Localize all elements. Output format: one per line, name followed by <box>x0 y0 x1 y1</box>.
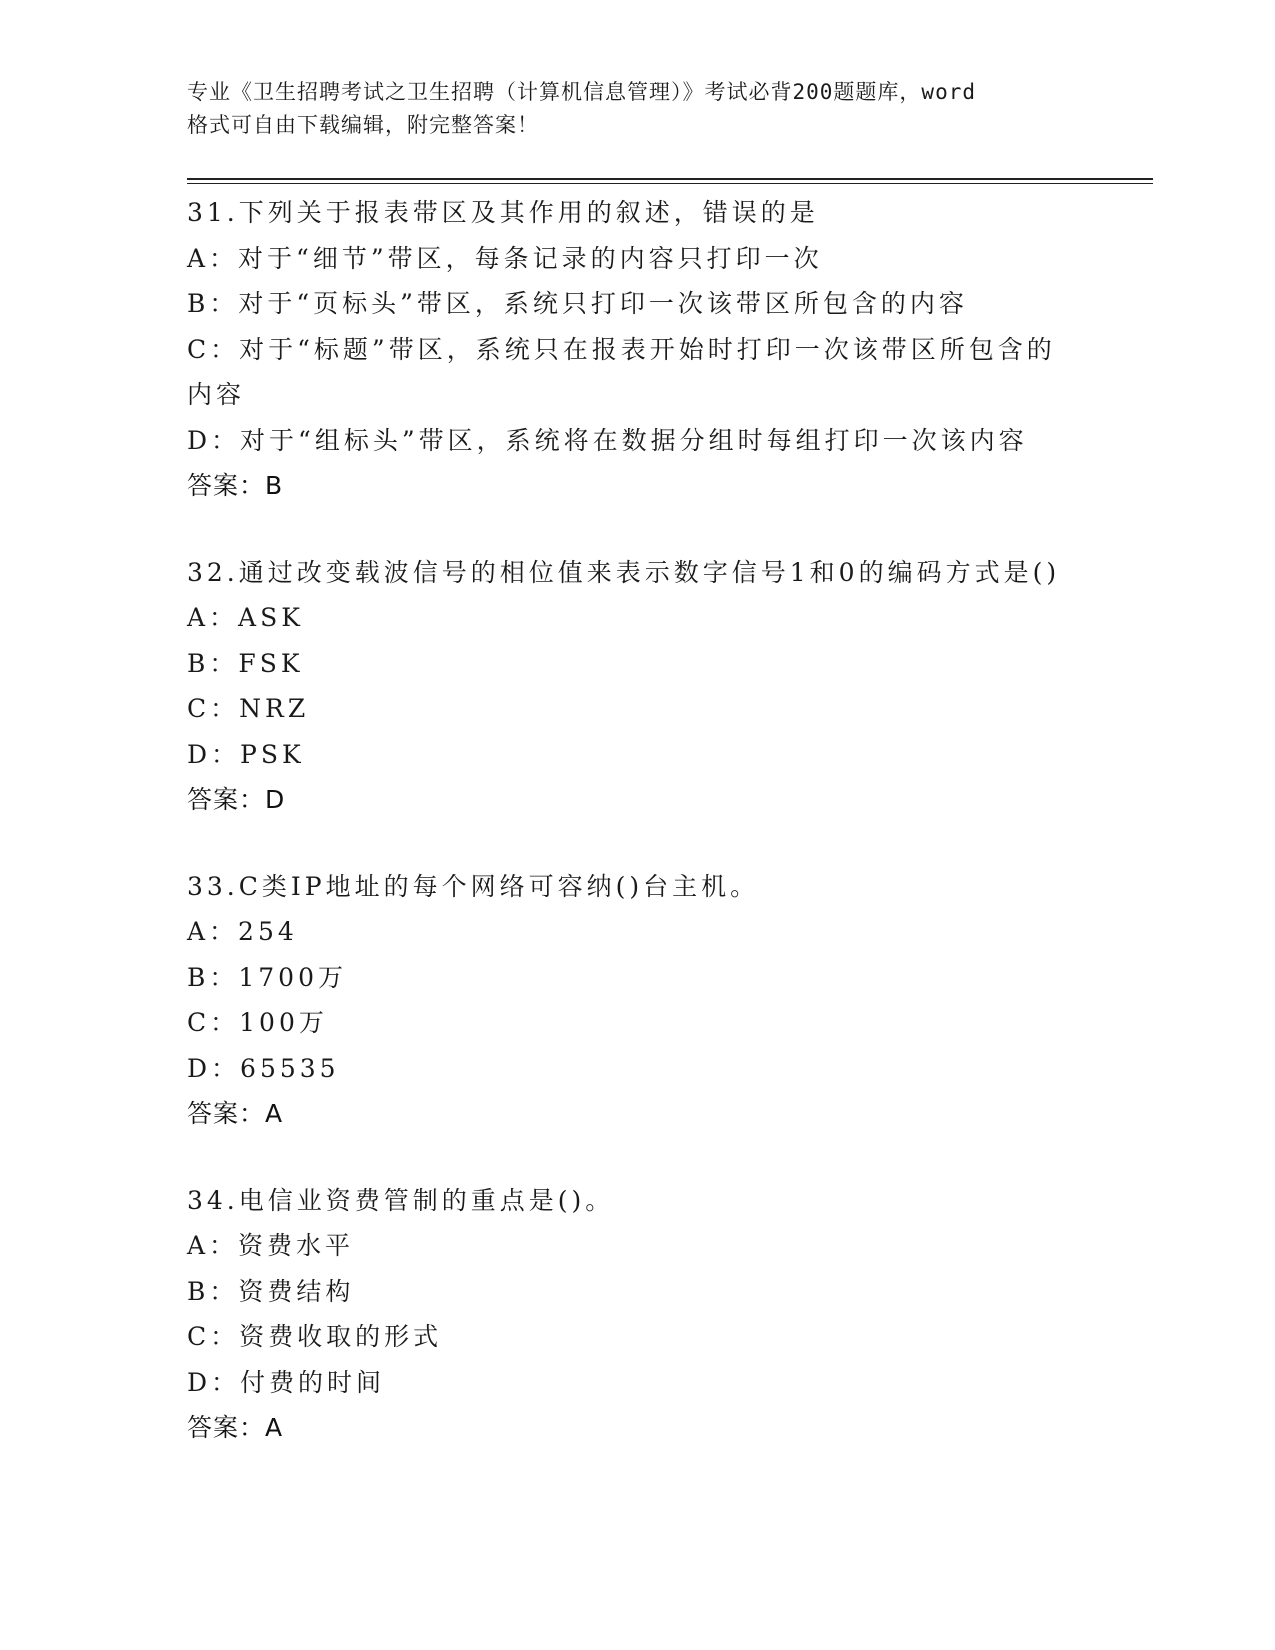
question-stem: 31.下列关于报表带区及其作用的叙述，错误的是 <box>187 198 819 227</box>
header-divider-thin <box>187 183 1153 184</box>
option-b: B：FSK <box>187 648 304 678</box>
question-stem: 32.通过改变载波信号的相位值来表示数字信号1和0的编码方式是() <box>187 557 1061 587</box>
question-34 <box>187 1178 1087 1451</box>
option-a: A：ASK <box>187 603 304 632</box>
option-d: D：65535 <box>187 1053 340 1083</box>
option-d: D：PSK <box>187 739 305 769</box>
question-32 <box>187 550 1087 823</box>
option-b: B：对于“页标头”带区，系统只打印一次该带区所包含的内容 <box>187 289 968 318</box>
option-d: D：对于“组标头”带区，系统将在数据分组时每组打印一次该内容 <box>187 425 1028 455</box>
document-header <box>187 76 1087 142</box>
header-divider-thick <box>187 178 1153 180</box>
option-a: A：254 <box>187 917 298 946</box>
answer-line: 答案：B <box>187 471 284 500</box>
answer-line: 答案：D <box>187 785 286 814</box>
option-c: C：对于“标题”带区，系统只在报表开始时打印一次该带区所包含的 <box>187 334 1056 364</box>
option-c-continued: 内容 <box>187 380 246 409</box>
option-c: C：NRZ <box>187 694 310 723</box>
question-stem: 34.电信业资费管制的重点是()。 <box>187 1185 615 1215</box>
option-c: C：资费收取的形式 <box>187 1322 443 1351</box>
answer-line: 答案：A <box>187 1413 284 1442</box>
question-stem: 33.C类IP地址的每个网络可容纳()台主机。 <box>187 871 760 901</box>
header-line-1: 专业《卫生招聘考试之卫生招聘（计算机信息管理）》考试必背200题题库，word <box>187 80 976 104</box>
option-a: A：对于“细节”带区，每条记录的内容只打印一次 <box>187 243 823 273</box>
option-c: C：100万 <box>187 1008 328 1037</box>
option-b: B：资费结构 <box>187 1276 355 1306</box>
question-31 <box>187 190 1087 509</box>
question-list <box>187 190 1087 1492</box>
option-d: D：付费的时间 <box>187 1367 386 1397</box>
header-line-2: 格式可自由下载编辑，附完整答案！ <box>187 113 539 137</box>
option-b: B：1700万 <box>187 962 347 992</box>
option-a: A：资费水平 <box>187 1231 355 1260</box>
question-33 <box>187 864 1087 1137</box>
answer-line: 答案：A <box>187 1099 284 1128</box>
